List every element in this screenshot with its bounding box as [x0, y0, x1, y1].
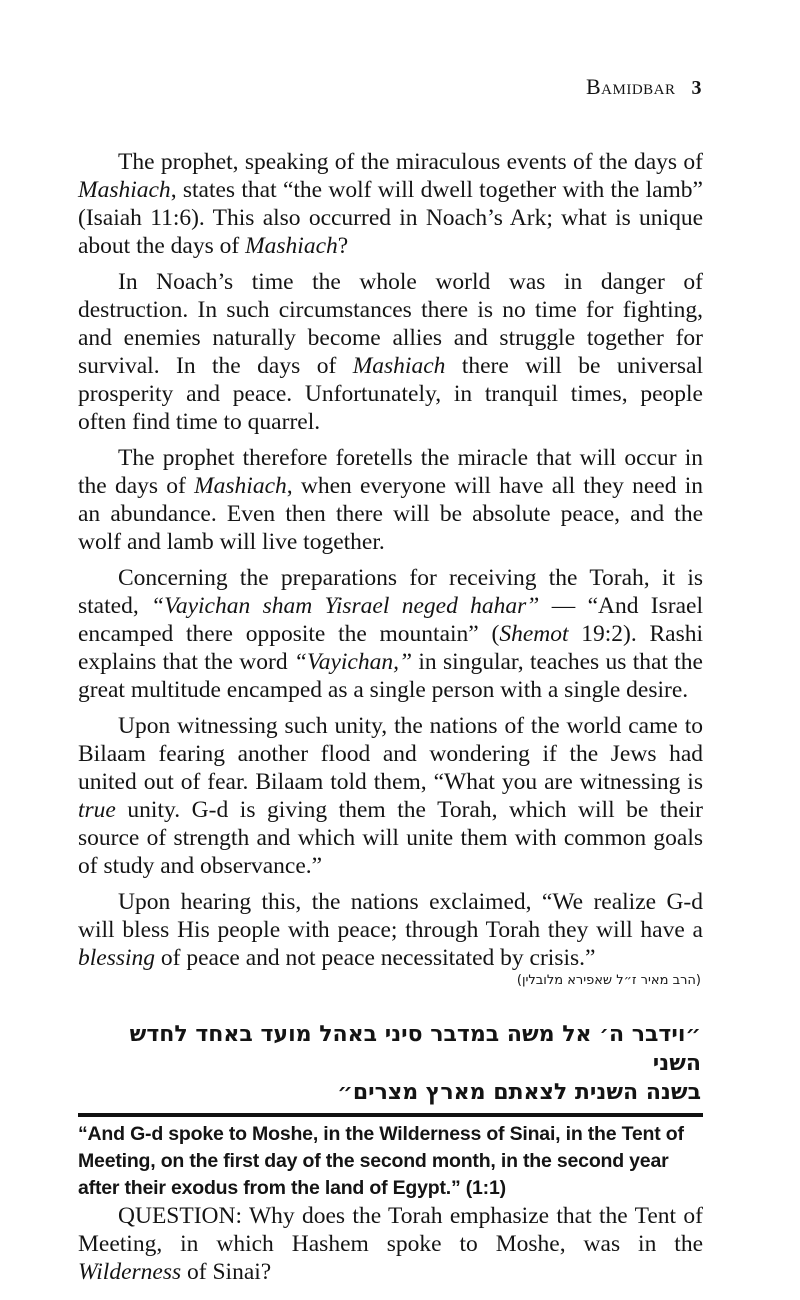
text-run: of peace and not peace necessitated by crisis.”	[155, 945, 596, 971]
italic-text: Mashiach	[78, 177, 171, 203]
italic-text: Mashiach	[245, 233, 338, 259]
text-run: Concerning the preparations for receiving the Torah, it is stated,	[78, 565, 703, 619]
italic-text: Wilderness	[78, 1259, 182, 1285]
paragraph	[78, 888, 703, 972]
text-run: 19:2). Rashi explains that the word	[78, 621, 703, 675]
italic-text: Mashiach	[194, 473, 287, 499]
italic-text: Shemot	[499, 621, 569, 647]
hebrew-verse-line-1: ״וידבר ה׳ אל משה במדבר סיני באהל מועד באחד לחדש השני	[129, 1022, 701, 1076]
question-paragraph	[78, 1202, 703, 1286]
text-run: of Sinai?	[181, 1259, 272, 1285]
paragraph	[78, 712, 703, 880]
paragraph	[78, 564, 703, 704]
hebrew-verse-line-2: בשנה השנית לצאתם מארץ מצרים״	[337, 1080, 701, 1105]
source-attribution: (הרב מאיר ז״ל שאפירא מלובלין)	[516, 973, 701, 988]
book-title: Bamidbar	[585, 74, 676, 99]
text-run: Upon witnessing such unity, the nations of the world came to Bilaam fearing another flood and wondering if the Jews had united out of fear. Bilaam told them, “What you are witnessing is	[78, 713, 703, 795]
hebrew-verse-heading	[78, 1020, 703, 1107]
text-run: The prophet, speaking of the miraculous events of the days of	[118, 149, 703, 175]
english-verse-heading: “And G-d spoke to Moshe, in the Wilderness of Sinai, in the Tent of Meeting, on the first day of the second month, in the second year after their exodus from the land of Egypt.” (1:1)	[78, 1123, 684, 1199]
italic-text: “Vayichan sham Yisrael neged hahar”	[151, 593, 540, 619]
paragraph	[78, 268, 703, 436]
text-run: in singular, teaches us that the great multitude encamped as a single person with a single desire.	[78, 649, 703, 703]
text-run: , when everyone will have all they need in an abundance. Even then there will be absolute peace, and the wolf and lamb will live together.	[78, 473, 703, 555]
italic-text: Mashiach	[352, 353, 446, 379]
italic-text: blessing	[78, 945, 156, 971]
running-head	[586, 74, 702, 100]
text-run: The prophet therefore foretells the miracle that will occur in the days of	[78, 445, 703, 499]
paragraph	[78, 444, 703, 556]
text-run: there will be universal prosperity and peace. Unfortunately, in tranquil times, people often find time to quarrel.	[78, 353, 703, 435]
text-run: — “And Israel encamped there opposite the mountain” (	[78, 593, 703, 647]
text-run: unity. G-d is giving them the Torah, which will be their source of strength and which will unite them with common goals of study and observance.”	[78, 797, 703, 879]
text-run: ?	[337, 233, 349, 259]
page-number: 3	[691, 77, 702, 99]
text-run: In Noach’s time the whole world was in danger of destruction. In such circumstances there is no time for fighting, and enemies naturally become allies and struggle together for survival. In the days of	[78, 269, 703, 379]
text-run: , states that “the wolf will dwell together with the lamb” (Isaiah 11:6). This also occurred in Noach’s Ark; what is unique about the days of	[78, 177, 703, 259]
text-run: Upon hearing this, the nations exclaimed, “We realize G-d will bless His people with peace; through Torah they will have a	[78, 889, 703, 943]
text-run: QUESTION: Why does the Torah emphasize that the Tent of Meeting, in which Hashem spoke to Moshe, was in the	[78, 1203, 703, 1257]
text-column	[78, 148, 703, 1294]
italic-text: true	[78, 797, 116, 823]
paragraph	[78, 148, 703, 260]
italic-text: “Vayichan,”	[293, 649, 413, 675]
section-rule	[78, 1113, 703, 1117]
